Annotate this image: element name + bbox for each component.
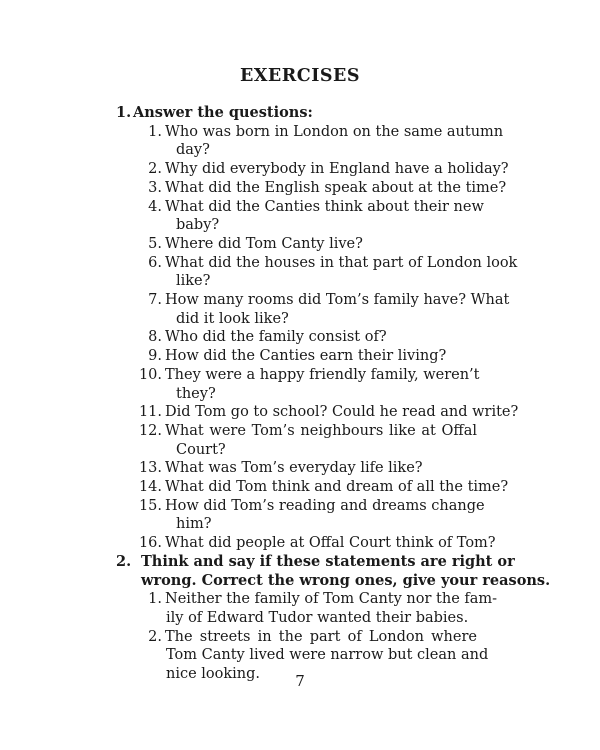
question-number: 3.: [148, 179, 162, 196]
question-number: 14.: [138, 479, 162, 495]
question-number: 11.: [138, 404, 162, 421]
question-text: Where did Tom Canty live?: [165, 235, 363, 252]
statement-number: 2.: [148, 628, 162, 645]
exercise-number: 1.: [116, 104, 132, 121]
question-text: him?: [176, 516, 212, 533]
statement-text: The streets in the part of London where: [165, 628, 477, 645]
question-number: 10.: [138, 366, 162, 383]
question-text: Who did the family consist of?: [165, 329, 387, 346]
question-text: What did the houses in that part of London look: [165, 254, 518, 271]
question-text: What were Tom’s neighbours like at Offal: [165, 422, 477, 439]
question-number: 8.: [148, 329, 162, 346]
question-text: Did Tom go to school? Could he read and write?: [165, 404, 519, 421]
question-number: 15.: [138, 497, 162, 514]
exercise-number: 2.: [116, 552, 132, 570]
statement-number: 1.: [148, 591, 162, 608]
question-text: like?: [176, 273, 211, 290]
question-text: they?: [176, 385, 216, 402]
question-number: 1.: [148, 123, 162, 140]
question-text: day?: [176, 142, 210, 159]
statement-text: nice looking.: [166, 666, 261, 682]
question-text: What did Tom think and dream of all the time?: [165, 479, 509, 495]
statement-text: ily of Edward Tudor wanted their babies.: [166, 609, 469, 626]
question-text: What did the Canties think about their new: [165, 198, 484, 215]
question-number: 12.: [138, 422, 162, 439]
page-number: 7: [295, 672, 305, 690]
question-number: 7.: [148, 292, 162, 308]
question-number: 13.: [138, 460, 162, 477]
question-text: baby?: [176, 217, 220, 234]
statement-text: Neither the family of Tom Canty nor the fam-: [165, 591, 498, 608]
question-number: 4.: [148, 198, 162, 215]
question-text: How did the Canties earn their living?: [165, 348, 447, 365]
question-number: 6.: [148, 254, 162, 271]
question-number: 9.: [148, 348, 162, 365]
question-text: What did the English speak about at the time?: [165, 179, 507, 196]
question-text: Court?: [176, 441, 226, 458]
question-text: They were a happy friendly family, weren’t: [165, 366, 480, 383]
page-title: EXERCISES: [239, 66, 361, 86]
question-text: How many rooms did Tom’s family have? What: [165, 292, 510, 308]
exercise-heading: Answer the questions:: [133, 104, 313, 121]
question-text: How did Tom’s reading and dreams change: [165, 497, 485, 514]
question-text: What did people at Offal Court think of Tom?: [165, 535, 496, 552]
statement-text: Tom Canty lived were narrow but clean and: [166, 647, 489, 664]
exercise-heading: Think and say if these statements are right or: [141, 552, 515, 570]
question-number: 16.: [138, 535, 162, 552]
question-text: did it look like?: [176, 310, 289, 327]
question-text: Why did everybody in England have a holiday?: [165, 161, 509, 178]
exercise-heading: wrong. Correct the wrong ones, give your reasons.: [141, 571, 551, 589]
question-text: Who was born in London on the same autumn: [165, 123, 504, 140]
question-number: 2.: [148, 161, 162, 178]
question-text: What was Tom’s everyday life like?: [165, 460, 423, 477]
question-number: 5.: [148, 235, 162, 252]
